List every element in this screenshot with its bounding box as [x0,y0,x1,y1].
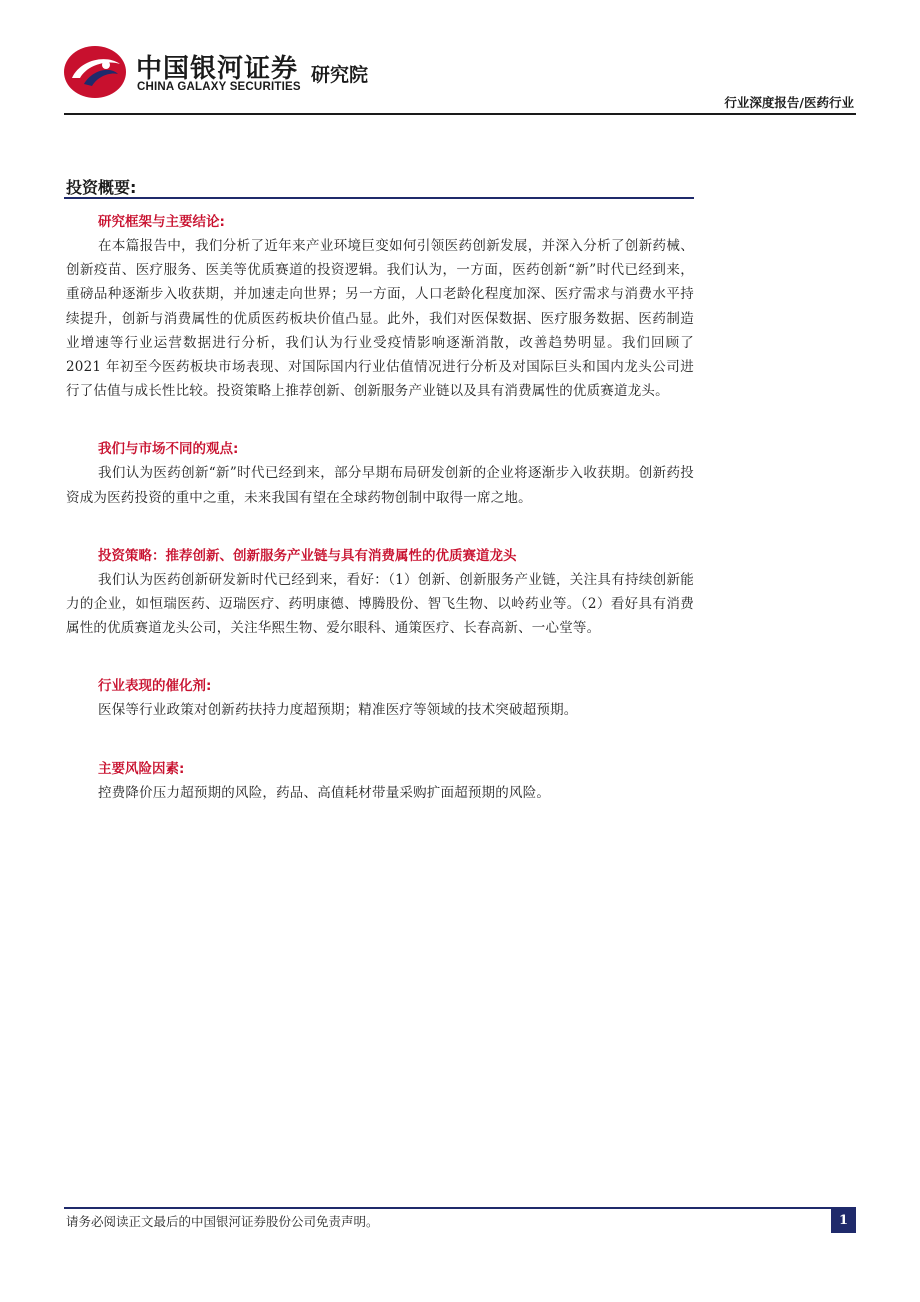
section-different-view [66,437,694,509]
section-risk [66,757,694,805]
section-catalyst [66,674,694,722]
header-divider [64,113,856,115]
brand-name-cn: 中国银河证券 [136,54,299,84]
section-body: 医保等行业政策对创新药扶持力度超预期；精准医疗等领域的技术突破超预期。 [98,702,578,719]
summary-title: 投资概要: [66,178,137,197]
section-title: 行业表现的催化剂: [98,678,212,695]
section-framework [66,210,694,403]
summary-divider [64,197,694,199]
section-body: 控费降价压力超预期的风险，药品、高值耗材带量采购扩面超预期的风险。 [98,784,551,801]
section-title: 主要风险因素: [98,760,185,777]
section-body: 我们认为医药创新“新”时代已经到来，部分早期布局研发创新的企业将逐渐步入收获期。创新药投资成为医药投资的重中之重，未来我国有望在全球药物创制中取得一席之地。 [66,465,694,506]
footer-divider [64,1207,856,1209]
section-strategy [66,544,694,641]
summary-content [66,210,694,839]
brand-name-en: CHINA GALAXY SECURITIES [137,81,301,93]
section-title: 我们与市场不同的观点: [98,441,239,458]
section-body: 我们认为医药创新研发新时代已经到来，看好：（1）创新、创新服务产业链，关注具有持续创新能力的企业，如恒瑞医药、迈瑞医疗、药明康德、博腾股份、智飞生物、以岭药业等。（2）看好具有消费属性的优质赛道龙头公司，关注华熙生物、爱尔眼科、通策医疗、长春高新、一心堂等。 [66,571,694,637]
page-number: 1 [831,1209,856,1233]
footer-disclaimer: 请务必阅读正文最后的中国银河证券股份公司免责声明。 [66,1214,379,1229]
section-body: 在本篇报告中，我们分析了近年来产业环境巨变如何引领医药创新发展，并深入分析了创新药械、创新疫苗、医疗服务、医美等优质赛道的投资逻辑。我们认为，一方面，医药创新“新”时代已经到来，重磅品种逐渐步入收获期，并加速走向世界；另一方面，人口老龄化程度加深、医疗需求与消费水平持续提升，创新与消费属性的优质医药板块价值凸显。此外，我们对医保数据、医疗服务数据、医药制造业增速等行业运营数据进行分析，我们认为行业受疫情影响逐渐消散，改善趋势明显。我们回顾了 2021 年初至今医药板块市场表现、对国际国内行业估值情况进行分析及对国际巨头和国内龙头公司进行了估值与成长性比较。投资策略上推荐创新、创新服务产业链以及具有消费属性的优质赛道龙头。 [66,238,694,400]
galaxy-logo-icon [62,44,128,100]
brand-department: 研究院 [311,64,369,86]
section-title: 投资策略：推荐创新、创新服务产业链与具有消费属性的优质赛道龙头 [98,547,517,564]
report-type: 行业深度报告/医药行业 [724,95,854,110]
section-title: 研究框架与主要结论: [98,214,225,230]
